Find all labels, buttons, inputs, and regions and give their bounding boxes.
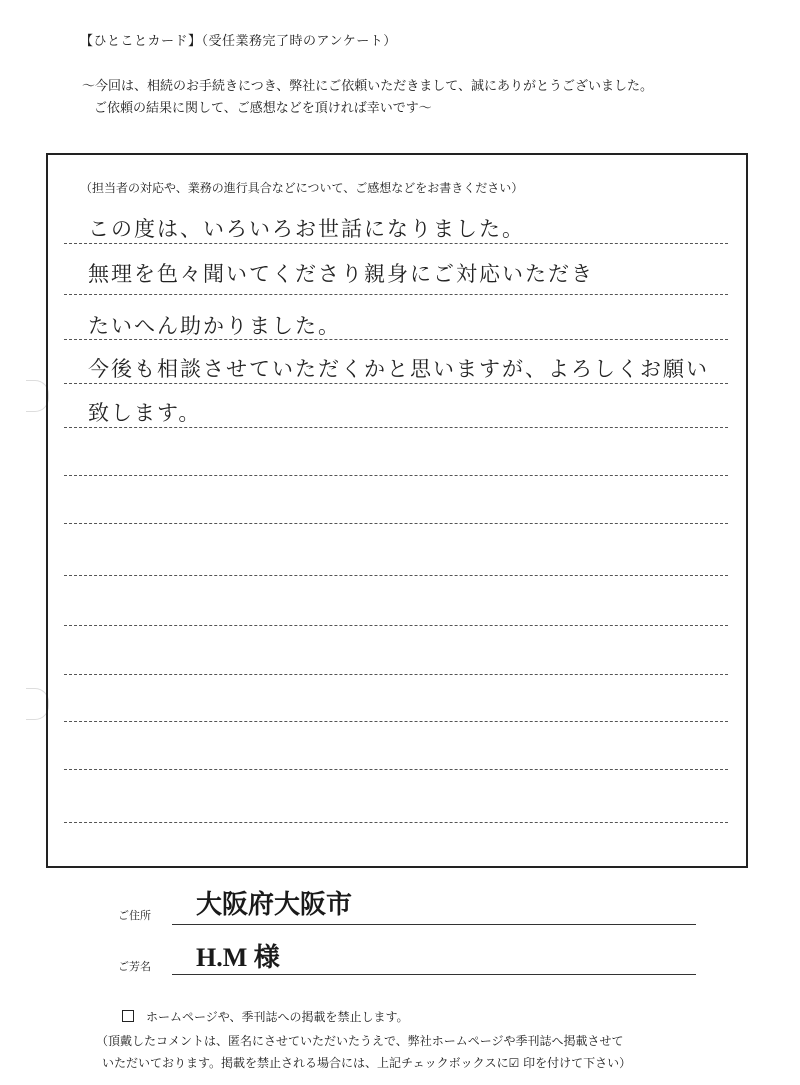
ruled-line bbox=[64, 625, 728, 626]
handwritten-line-4: 今後も相談させていただくかと思いますが、よろしくお願い bbox=[88, 357, 709, 381]
page-title: 【ひとことカード】（受任業務完了時のアンケート） bbox=[80, 34, 397, 49]
publish-opt-out-checkbox[interactable] bbox=[122, 1010, 134, 1022]
note-line-2: いただいております。掲載を禁止される場合には、上記チェックボックスに☑ 印を付けて下さい） bbox=[102, 1056, 632, 1070]
intro-line-1: ～今回は、相続のお手続きにつき、弊社にご依頼いただきまして、誠にありがとうございました。 bbox=[82, 79, 653, 94]
ruled-line bbox=[64, 769, 728, 770]
handwritten-line-2: 無理を色々聞いてくださり親身にご対応いただき bbox=[88, 262, 594, 286]
ruled-line bbox=[64, 721, 728, 722]
comment-card bbox=[46, 153, 748, 868]
name-value: H.M 様 bbox=[196, 943, 280, 972]
name-label: ご芳名 bbox=[118, 960, 151, 973]
intro-text bbox=[82, 76, 653, 120]
ruled-line bbox=[64, 339, 728, 340]
address-underline bbox=[172, 924, 696, 925]
card-prompt: （担当者の対応や、業務の進行具合などについて、ご感想などをお書きください） bbox=[80, 181, 524, 195]
handwritten-line-1: この度は、いろいろお世話になりました。 bbox=[88, 217, 525, 241]
publish-opt-out-row bbox=[122, 1008, 409, 1025]
note-line-1: （頂戴したコメントは、匿名にさせていただいたうえで、弊社ホームページや季刊誌へ掲載させて bbox=[96, 1034, 624, 1048]
footer-note bbox=[96, 1030, 631, 1074]
ruled-line bbox=[64, 243, 728, 244]
ruled-line bbox=[64, 575, 728, 576]
name-underline bbox=[172, 974, 696, 975]
ruled-line bbox=[64, 383, 728, 384]
handwritten-line-5: 致します。 bbox=[88, 401, 202, 425]
ruled-line bbox=[64, 523, 728, 524]
ruled-line bbox=[64, 427, 728, 428]
ruled-line bbox=[64, 674, 728, 675]
address-value: 大阪府大阪市 bbox=[196, 890, 353, 919]
ruled-line bbox=[64, 475, 728, 476]
ruled-line bbox=[64, 294, 728, 295]
checkbox-label: ホームページや、季刊誌への掲載を禁止します。 bbox=[146, 1010, 409, 1024]
ruled-line bbox=[64, 822, 728, 823]
address-label: ご住所 bbox=[118, 909, 151, 922]
intro-line-2: ご依頼の結果に関して、ご感想などを頂ければ幸いです～ bbox=[94, 101, 432, 116]
handwritten-line-3: たいへん助かりました。 bbox=[88, 314, 341, 338]
